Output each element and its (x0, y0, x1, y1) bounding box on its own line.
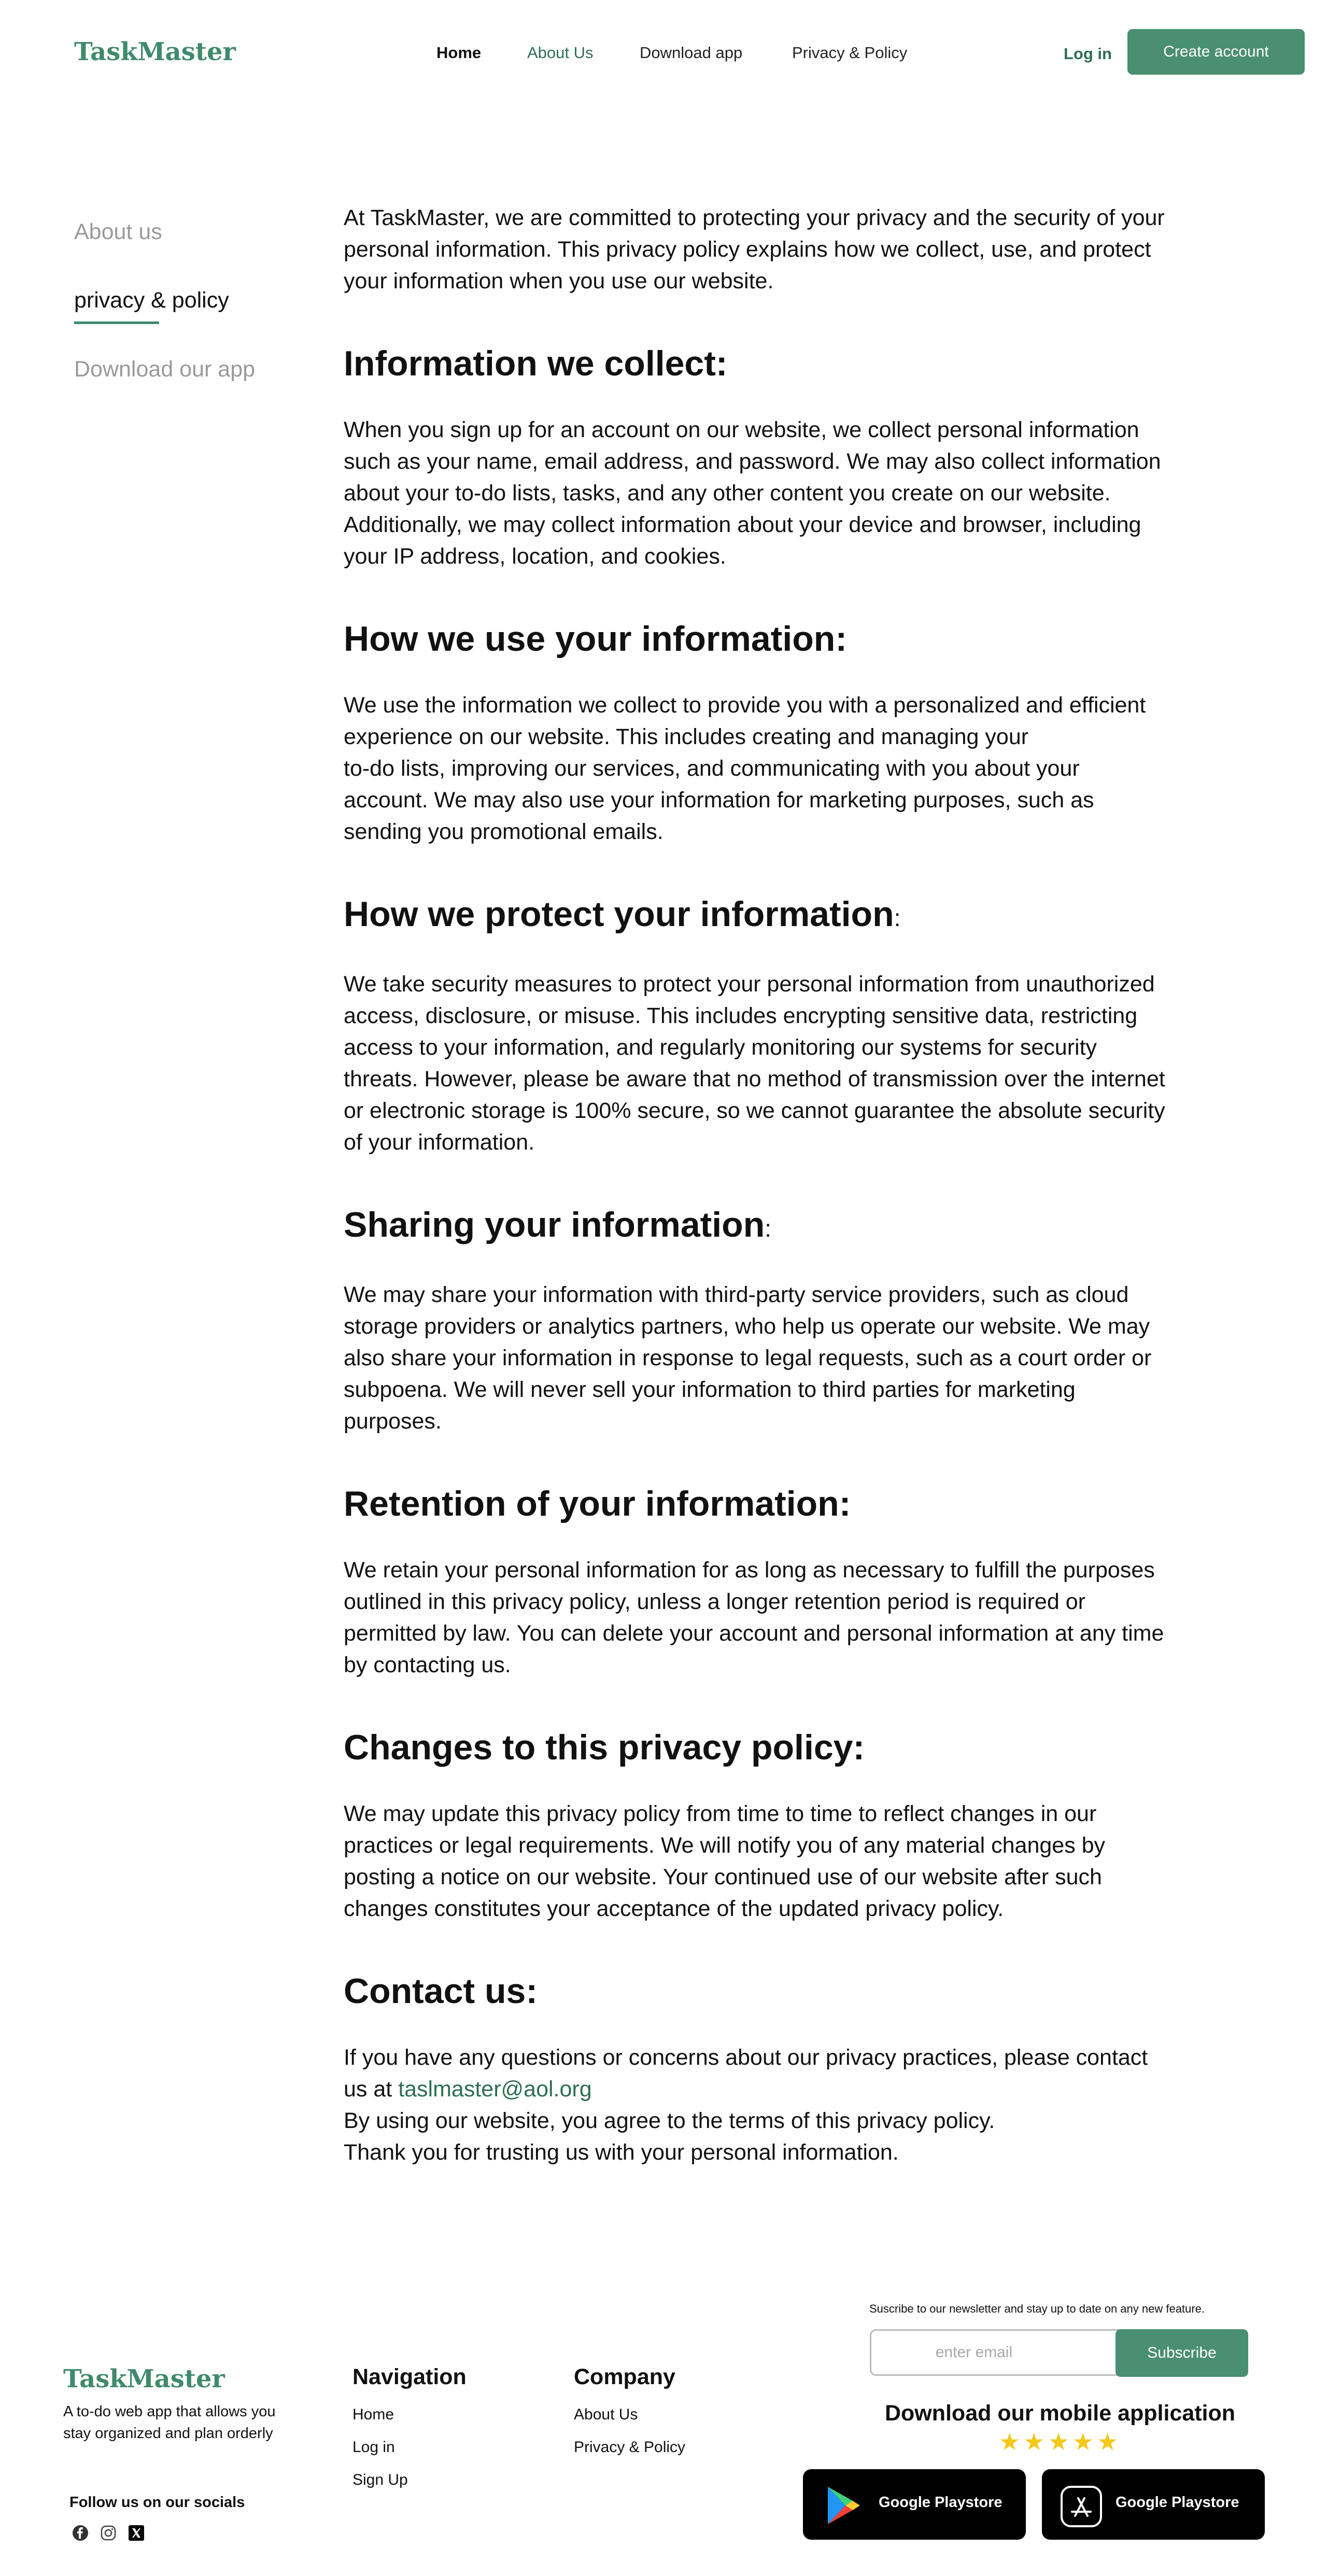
section-title-contact: Contact us: (344, 1971, 538, 2011)
newsletter-text: Suscribe to our newsletter and stay up to date on any new feature. (869, 2302, 1205, 2315)
section-title-use: How we use your information: (344, 619, 847, 659)
nav-download-app[interactable]: Download app (640, 44, 743, 62)
store-button-playstore[interactable] (803, 2469, 1026, 2540)
section-title-changes: Changes to this privacy policy: (344, 1728, 865, 1767)
footer-company-title: Company (574, 2364, 675, 2389)
contact-email-link[interactable]: taslmaster@aol.org (398, 2077, 592, 2102)
logo[interactable]: TaskMaster (74, 37, 236, 66)
subscribe-button[interactable]: Subscribe (1116, 2329, 1248, 2377)
footer-link-about-us[interactable]: About Us (574, 2406, 638, 2423)
footer-link-login[interactable]: Log in (352, 2439, 395, 2456)
section-body-use (344, 690, 1168, 848)
create-account-button[interactable]: Create account (1127, 29, 1305, 75)
login-link[interactable]: Log in (1064, 45, 1112, 63)
section-body-changes: We may update this privacy policy from time to time to reflect changes in our practices or legal requirements. We will notify you of any material changes by posting a notice on our website. Your continued use of our website after such changes constitutes your acceptance of the updated privacy policy. (344, 1801, 1106, 1921)
contact-terms-line: By using our website, you agree to the terms of this privacy policy. (344, 2108, 995, 2133)
section-body-sharing: We may share your information with third-party service providers, such as cloud storage providers or analytics partners, who help us operate our website. We may also share your information in response to legal requests, such as a court order or subpoena. We will never sell your information to third parties for marketing purposes. (344, 1282, 1152, 1434)
nav-privacy-policy[interactable]: Privacy & Policy (792, 44, 908, 62)
nav-about-us[interactable]: About Us (527, 44, 594, 62)
footer-link-home[interactable]: Home (352, 2406, 394, 2423)
section-body-collect: When you sign up for an account on our website, we collect personal information such as your name, email address, and password. We may also collect information about your to-do lists, tasks, and any other content you create on our website. Additionally, we may collect information about your device and browser, including your IP address, location, and cookies. (344, 417, 1161, 569)
active-indicator (74, 321, 159, 324)
store-label-2: Google Playstore (1116, 2494, 1239, 2511)
google-play-icon (818, 2482, 866, 2529)
x-icon[interactable] (128, 2524, 145, 2542)
section-body-use-part1: We use the information we collect to provide you with a personalized and efficient experience on our website. This includes creating and managing your (344, 693, 1146, 749)
download-app-title: Download our mobile application (884, 2401, 1236, 2426)
footer-link-signup[interactable]: Sign Up (352, 2471, 408, 2488)
section-title-collect: Information we collect: (344, 344, 728, 383)
section-body-use-part2: to-do lists, improving our services, and communicating with you about your account. We may also use your information for marketing purposes, such as sending you promotional emails. (344, 756, 1094, 844)
newsletter-email-input[interactable] (870, 2329, 1139, 2376)
policy-content (344, 202, 1168, 2168)
nav-home[interactable]: Home (436, 44, 482, 62)
socials-title: Follow us on our socials (69, 2494, 245, 2511)
section-body-protect: We take security measures to protect your personal information from unauthorized access, disclosure, or misuse. This includes encrypting sensitive data, restricting access to your information, and regularly monitoring our systems for security threats. However, please be aware that no method of transmission over the internet or electronic storage is 100% secure, so we cannot guarantee the absolute security of your information. (344, 972, 1165, 1155)
footer-logo[interactable]: TaskMaster (63, 2364, 225, 2393)
section-body-contact: If you have any questions or concerns about our privacy practices, please contact us at taslmaster@aol.org By using our website, you agree to the terms of this privacy policy. Thank you for trusting us with your personal information. (344, 2045, 1148, 2165)
section-body-retention: We retain your personal information for as long as necessary to fulfill the purposes outlined in this privacy policy, unless a longer retention period is required or permitted by law. You can delete your account and personal information at any time by contacting us. (344, 1558, 1164, 1677)
sidebar-item-about-us[interactable]: About us (74, 219, 162, 244)
sidebar-item-download-app[interactable]: Download our app (74, 357, 256, 382)
sidebar-item-privacy-policy[interactable]: privacy & policy (74, 288, 229, 313)
instagram-icon[interactable] (100, 2524, 117, 2542)
section-title-protect: How we protect your information: (344, 894, 901, 934)
facebook-icon[interactable] (72, 2524, 89, 2542)
contact-thanks-line: Thank you for trusting us with your personal information. (344, 2140, 899, 2165)
store-button-appstore[interactable] (1042, 2469, 1265, 2540)
footer-link-privacy[interactable]: Privacy & Policy (574, 2439, 686, 2456)
intro-paragraph: At TaskMaster, we are committed to protecting your privacy and the security of your personal information. This privacy policy explains how we collect, use, and protect your information when you use our website. (344, 205, 1165, 293)
footer-description: A to-do web app that allows you stay organized and plan orderly (63, 2403, 276, 2442)
site-header (0, 0, 1327, 104)
rating-stars: ★★★★★ (998, 2428, 1122, 2455)
footer-navigation-title: Navigation (352, 2364, 467, 2389)
section-title-sharing: Sharing your information: (344, 1205, 772, 1244)
store-label-1: Google Playstore (879, 2494, 1003, 2511)
app-store-icon (1060, 2485, 1103, 2528)
section-title-retention: Retention of your information: (344, 1484, 851, 1523)
